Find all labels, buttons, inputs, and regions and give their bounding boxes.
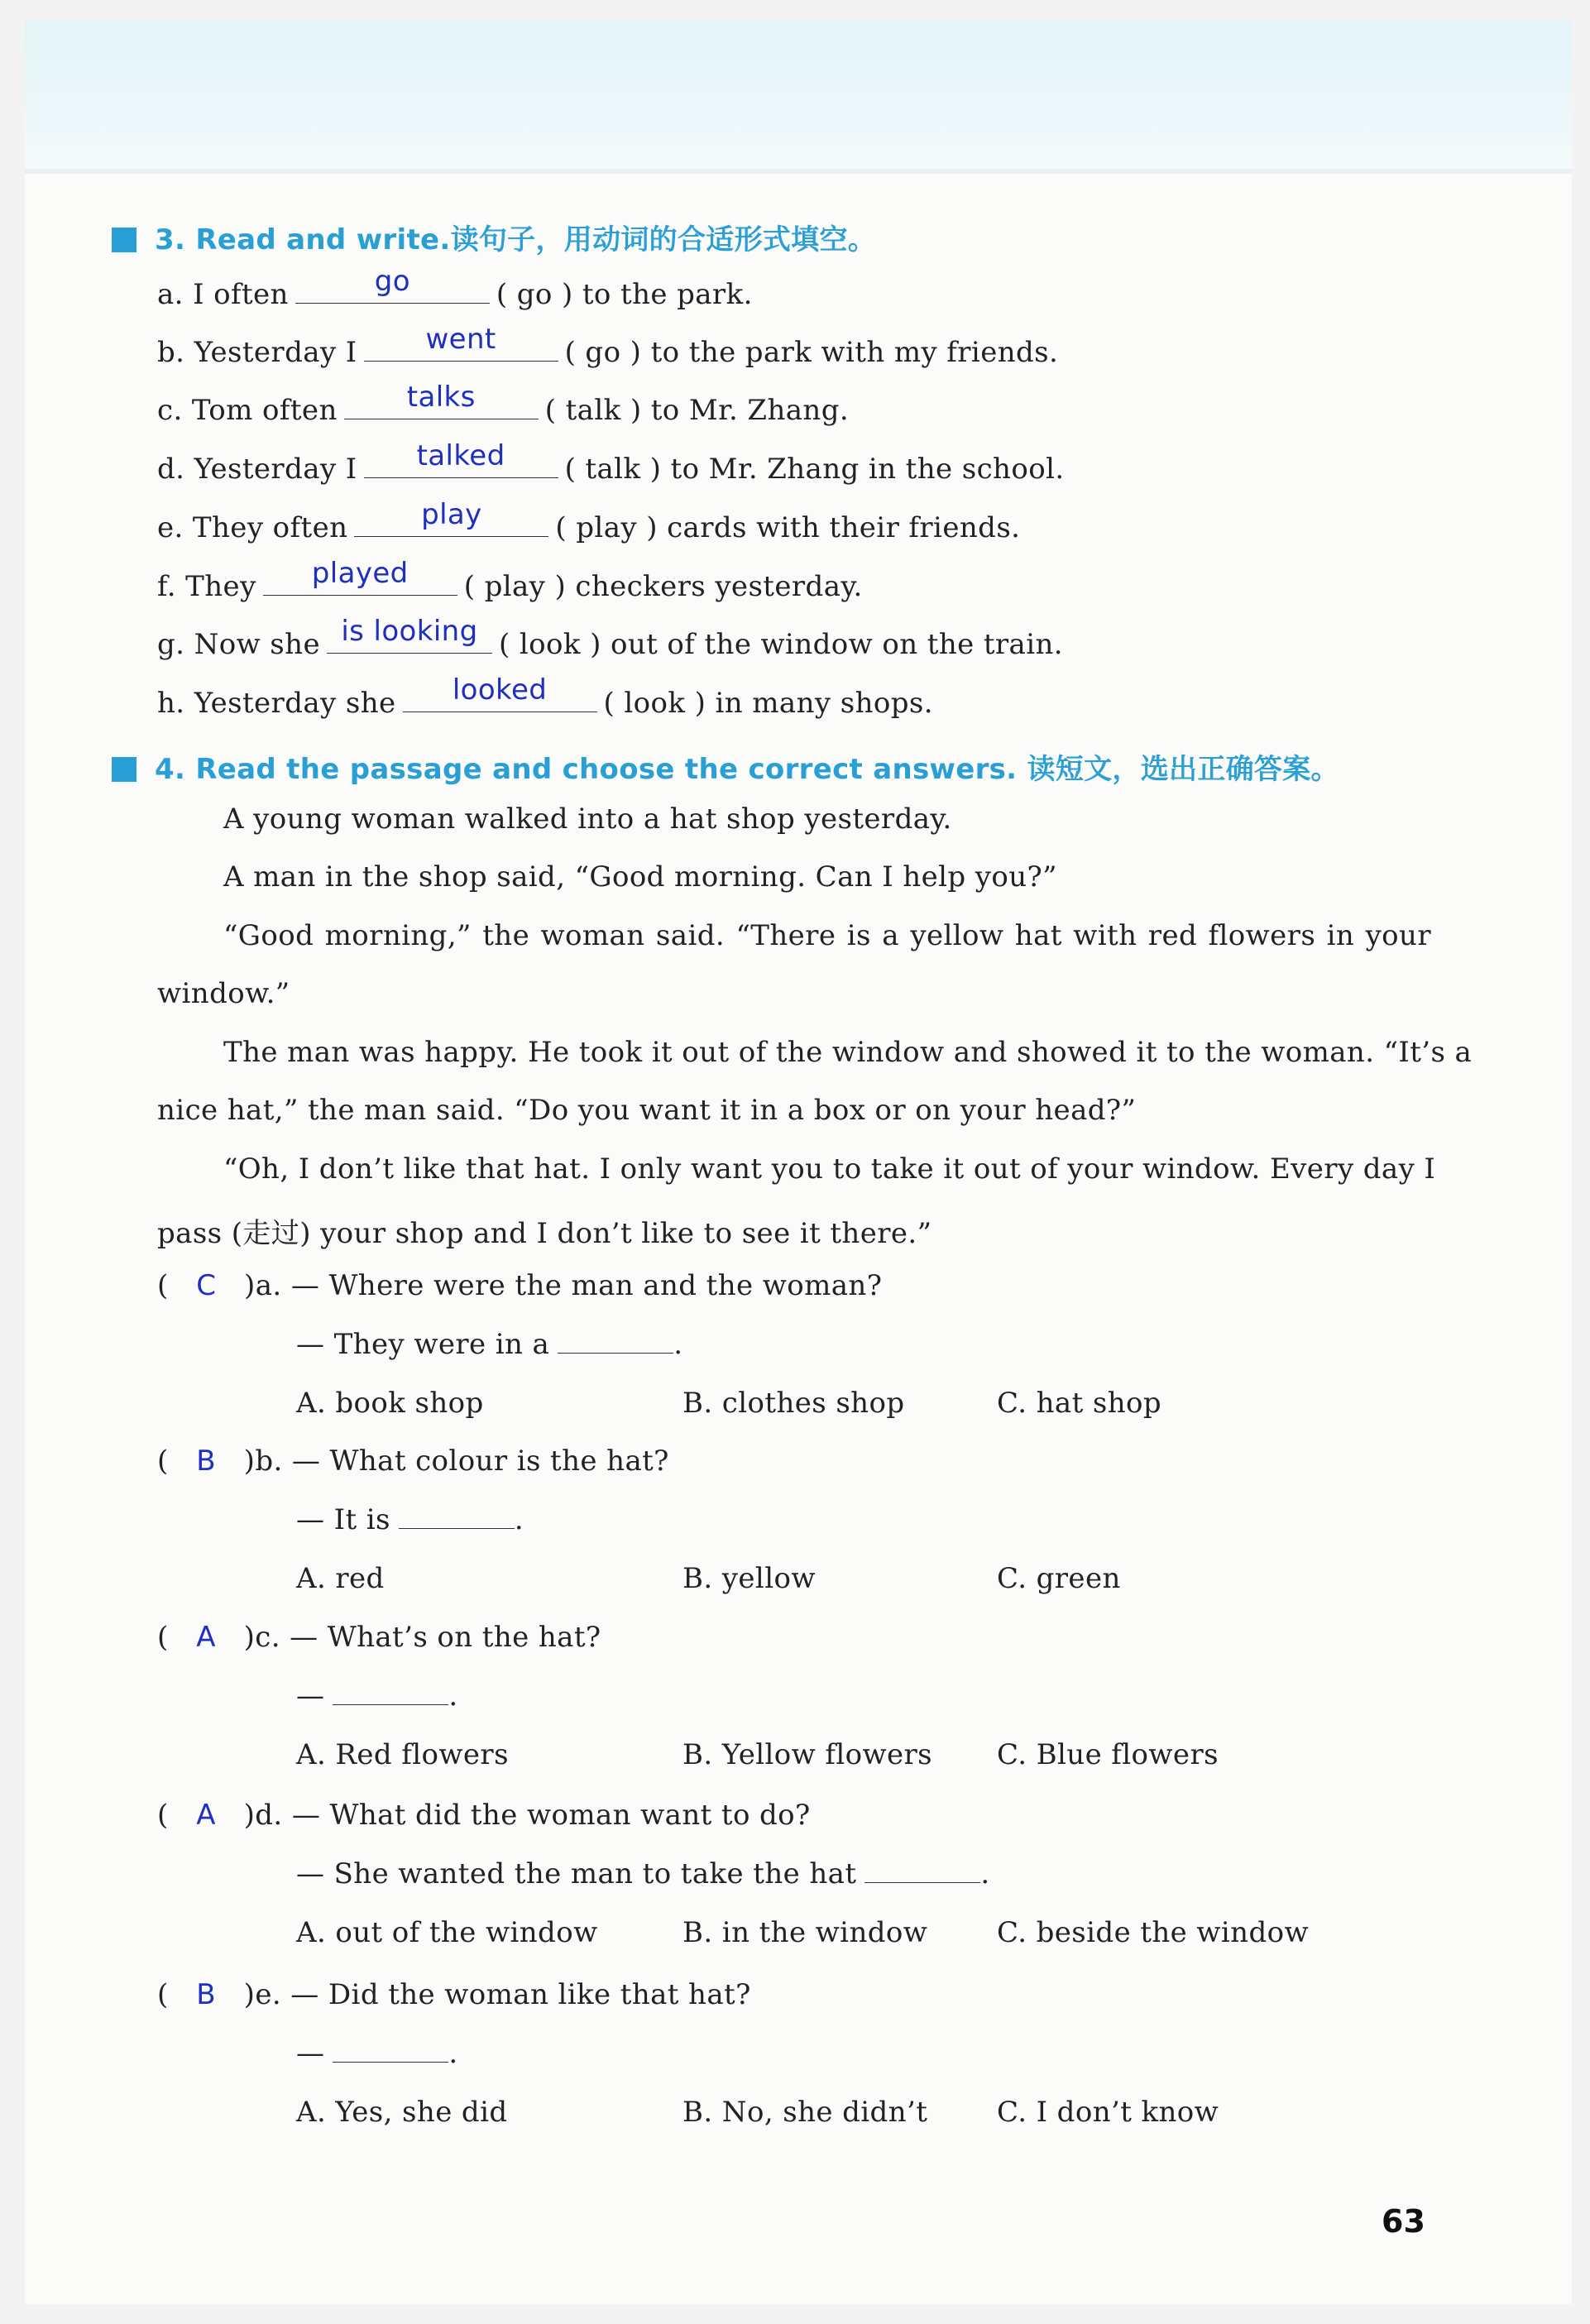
page-number: 63 bbox=[1382, 2203, 1425, 2240]
reply-text: — They were in a bbox=[296, 1328, 550, 1361]
answer-option[interactable]: A. Yes, she did bbox=[296, 2096, 508, 2129]
question-line bbox=[157, 1445, 669, 1478]
section-title-zh: 读句子，用动词的合适形式填空。 bbox=[450, 223, 877, 256]
item-label: f. They bbox=[157, 570, 256, 603]
filled-answer: play bbox=[421, 498, 482, 531]
reply-line bbox=[296, 1680, 458, 1713]
passage-line: nice hat,” the man said. “Do you want it in a box or on your head?” bbox=[157, 1094, 1137, 1127]
chosen-answer: A bbox=[196, 1621, 216, 1654]
section-4-heading bbox=[112, 746, 1339, 787]
item-rest: to Mr. Zhang. bbox=[650, 394, 850, 427]
question-line bbox=[157, 1978, 751, 2011]
item-label: h. Yesterday she bbox=[157, 687, 396, 720]
reply-end: . bbox=[673, 1328, 683, 1361]
item-rest: in many shops. bbox=[715, 687, 933, 720]
item-label: a. I often bbox=[157, 278, 289, 311]
question-label: b. bbox=[255, 1445, 283, 1478]
reply-end: . bbox=[514, 1503, 524, 1536]
answer-option[interactable]: C. green bbox=[997, 1562, 1121, 1595]
reply-text: — bbox=[296, 1680, 325, 1713]
verb-hint: ( play ) bbox=[555, 511, 658, 544]
question-text: — Where were the man and the woman? bbox=[290, 1269, 883, 1302]
section-marker-icon bbox=[112, 757, 136, 782]
passage-line: “Good morning,” the woman said. “There is a yellow hat with red flowers in your bbox=[223, 919, 1431, 952]
verb-hint: ( go ) bbox=[496, 278, 573, 311]
item-rest: out of the window on the train. bbox=[610, 628, 1064, 661]
answer-option[interactable]: B. in the window bbox=[682, 1916, 928, 1949]
answer-blank[interactable] bbox=[364, 323, 558, 362]
answer-blank[interactable] bbox=[344, 381, 539, 419]
verb-hint: ( talk ) bbox=[544, 394, 642, 427]
answer-blank[interactable] bbox=[364, 439, 558, 478]
answer-option[interactable]: B. yellow bbox=[682, 1562, 816, 1595]
answer-option[interactable]: A. Red flowers bbox=[296, 1738, 509, 1771]
answer-bracket[interactable]: ( B ) bbox=[157, 1445, 256, 1478]
fill-blank-item bbox=[157, 673, 933, 720]
answer-option[interactable]: C. I don’t know bbox=[997, 2096, 1219, 2129]
answer-option[interactable]: A. book shop bbox=[296, 1387, 484, 1420]
answer-blank[interactable] bbox=[354, 498, 548, 537]
verb-hint: ( look ) bbox=[498, 628, 601, 661]
item-rest: cards with their friends. bbox=[667, 511, 1021, 544]
section-title-en: Read the passage and choose the correct answers. bbox=[195, 753, 1018, 786]
item-label: c. Tom often bbox=[157, 394, 338, 427]
question-line bbox=[157, 1621, 601, 1654]
answer-option[interactable]: A. out of the window bbox=[296, 1916, 598, 1949]
reply-line bbox=[296, 2037, 458, 2070]
fill-blank-item bbox=[157, 265, 753, 311]
answer-option[interactable]: C. Blue flowers bbox=[997, 1738, 1219, 1771]
answer-blank[interactable] bbox=[295, 265, 490, 304]
question-label: e. bbox=[255, 1978, 282, 2011]
fill-blank-item bbox=[157, 498, 1021, 544]
chosen-answer: B bbox=[196, 1978, 217, 2011]
verb-hint: ( look ) bbox=[603, 687, 706, 720]
question-text: — What did the woman want to do? bbox=[291, 1799, 811, 1832]
answer-bracket[interactable]: ( A ) bbox=[157, 1799, 256, 1832]
question-label: c. bbox=[255, 1621, 280, 1654]
section-number: 4. bbox=[155, 753, 186, 786]
fill-blank-item bbox=[157, 615, 1064, 661]
question-line bbox=[157, 1269, 882, 1302]
filled-answer: go bbox=[374, 265, 410, 298]
passage-line: pass (走过) your shop and I don’t like to see it there.” bbox=[157, 1217, 932, 1250]
item-rest: to Mr. Zhang in the school. bbox=[670, 453, 1065, 486]
verb-hint: ( talk ) bbox=[564, 453, 662, 486]
item-label: b. Yesterday I bbox=[157, 336, 357, 369]
section-title-zh: 读短文，选出正确答案。 bbox=[1027, 753, 1339, 786]
filled-answer: is looking bbox=[341, 615, 478, 648]
question-line bbox=[157, 1799, 811, 1832]
question-text: — What’s on the hat? bbox=[290, 1621, 601, 1654]
reply-end: . bbox=[448, 2037, 458, 2070]
passage-line: A young woman walked into a hat shop yesterday. bbox=[223, 803, 952, 836]
section-number: 3. bbox=[155, 223, 186, 256]
fill-blank-item bbox=[157, 557, 863, 603]
page-header-band bbox=[25, 21, 1572, 174]
item-rest: checkers yesterday. bbox=[575, 570, 863, 603]
reply-blank[interactable] bbox=[399, 1505, 515, 1529]
passage-line: The man was happy. He took it out of the window and showed it to the woman. “It’s a bbox=[223, 1036, 1473, 1069]
chosen-answer: B bbox=[196, 1445, 217, 1478]
item-rest: to the park with my friends. bbox=[650, 336, 1059, 369]
passage-line: window.” bbox=[157, 977, 290, 1010]
reply-end: . bbox=[448, 1680, 458, 1713]
answer-bracket[interactable]: ( A ) bbox=[157, 1621, 256, 1654]
reply-line bbox=[296, 1328, 682, 1361]
reply-end: . bbox=[980, 1857, 990, 1890]
passage-line: “Oh, I don’t like that hat. I only want you to take it out of your window. Every day I bbox=[223, 1152, 1436, 1186]
answer-option[interactable]: B. Yellow flowers bbox=[682, 1738, 932, 1771]
passage-line: A man in the shop said, “Good morning. Can I help you?” bbox=[223, 860, 1057, 894]
reply-blank[interactable] bbox=[333, 2039, 448, 2063]
item-label: d. Yesterday I bbox=[157, 453, 357, 486]
item-label: g. Now she bbox=[157, 628, 320, 661]
reply-text: — She wanted the man to take the hat bbox=[296, 1857, 857, 1890]
answer-bracket[interactable]: ( B ) bbox=[157, 1978, 256, 2011]
answer-option[interactable]: B. No, she didn’t bbox=[682, 2096, 928, 2129]
item-label: e. They often bbox=[157, 511, 348, 544]
reply-blank[interactable] bbox=[864, 1859, 980, 1883]
question-label: d. bbox=[255, 1799, 283, 1832]
filled-answer: went bbox=[425, 323, 496, 356]
answer-bracket[interactable]: ( C ) bbox=[157, 1269, 256, 1302]
fill-blank-item bbox=[157, 381, 850, 427]
reply-blank[interactable] bbox=[558, 1330, 673, 1354]
question-label: a. bbox=[255, 1269, 282, 1302]
filled-answer: talks bbox=[406, 381, 476, 414]
reply-text: — bbox=[296, 2037, 325, 2070]
section-marker-icon bbox=[112, 228, 136, 252]
answer-blank[interactable] bbox=[327, 615, 492, 654]
reply-line bbox=[296, 1857, 990, 1890]
reply-line bbox=[296, 1503, 524, 1536]
fill-blank-item bbox=[157, 439, 1065, 486]
item-rest: to the park. bbox=[582, 278, 753, 311]
answer-blank[interactable] bbox=[263, 557, 457, 596]
filled-answer: talked bbox=[416, 439, 505, 472]
answer-blank[interactable] bbox=[403, 673, 597, 712]
answer-option[interactable]: B. clothes shop bbox=[682, 1387, 905, 1420]
filled-answer: looked bbox=[452, 673, 548, 707]
answer-option[interactable]: C. beside the window bbox=[997, 1916, 1310, 1949]
question-text: — Did the woman like that hat? bbox=[290, 1978, 751, 2011]
reply-blank[interactable] bbox=[333, 1681, 448, 1705]
answer-option[interactable]: A. red bbox=[296, 1562, 385, 1595]
reply-text: — It is bbox=[296, 1503, 390, 1536]
chosen-answer: A bbox=[196, 1799, 216, 1832]
filled-answer: played bbox=[311, 557, 409, 590]
answer-option[interactable]: C. hat shop bbox=[997, 1387, 1162, 1420]
verb-hint: ( play ) bbox=[463, 570, 567, 603]
question-text: — What colour is the hat? bbox=[291, 1445, 669, 1478]
verb-hint: ( go ) bbox=[564, 336, 642, 369]
chosen-answer: C bbox=[196, 1269, 217, 1302]
fill-blank-item bbox=[157, 323, 1059, 369]
section-title-en: Read and write. bbox=[195, 223, 451, 256]
